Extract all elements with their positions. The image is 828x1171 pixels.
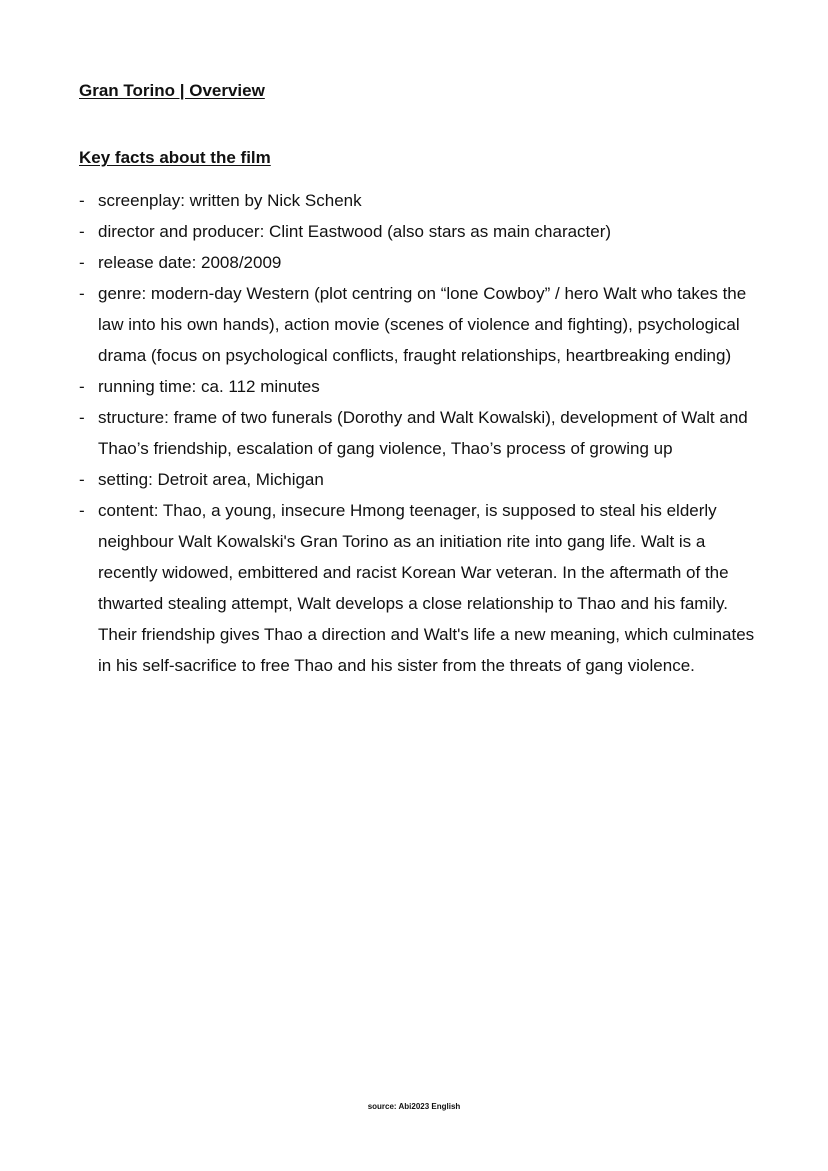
bullet-dash: - <box>79 284 85 303</box>
list-item <box>79 185 759 216</box>
bullet-dash: - <box>79 470 85 489</box>
bullet-dash: - <box>79 222 85 241</box>
section-heading: Key facts about the film <box>79 148 271 167</box>
bullet-dash: - <box>79 191 85 210</box>
fact-text: running time: ca. 112 minutes <box>98 377 320 396</box>
fact-text: release date: 2008/2009 <box>98 253 282 272</box>
fact-text: genre: modern-day Western (plot centring on “lone Cowboy” / hero Walt who takes the law into his own hands), action movie (scenes of violence and fighting), psychological drama (focus on psychological conflicts, fraught relationships, heartbreaking ending) <box>98 284 747 365</box>
bullet-dash: - <box>79 253 85 272</box>
document-title: Gran Torino | Overview <box>79 81 265 100</box>
source-footer: source: Abi2023 English <box>367 1102 461 1111</box>
list-item <box>79 371 759 402</box>
fact-text: setting: Detroit area, Michigan <box>98 470 324 489</box>
list-item <box>79 247 759 278</box>
bullet-dash: - <box>79 408 85 427</box>
list-item <box>79 402 759 464</box>
fact-text: screenplay: written by Nick Schenk <box>98 191 362 210</box>
key-facts-list <box>79 185 759 681</box>
bullet-dash: - <box>79 501 85 520</box>
fact-text: structure: frame of two funerals (Dorothy and Walt Kowalski), development of Walt and Thao’s friendship, escalation of gang violence, Thao’s process of growing up <box>98 408 748 458</box>
bullet-dash: - <box>79 377 85 396</box>
list-item <box>79 464 759 495</box>
fact-text: content: Thao, a young, insecure Hmong teenager, is supposed to steal his elderly neighbour Walt Kowalski's Gran Torino as an initiation rite into gang life. Walt is a recently widowed, embittered and racist Korean War veteran. In the aftermath of the thwarted stealing attempt, Walt develops a close relationship to Thao and his family. Their friendship gives Thao a direction and Walt's life a new meaning, which culminates in his self-sacrifice to free Thao and his sister from the threats of gang violence. <box>98 501 755 675</box>
list-item <box>79 495 759 681</box>
fact-text: director and producer: Clint Eastwood (also stars as main character) <box>98 222 612 241</box>
list-item <box>79 216 759 247</box>
list-item <box>79 278 759 371</box>
